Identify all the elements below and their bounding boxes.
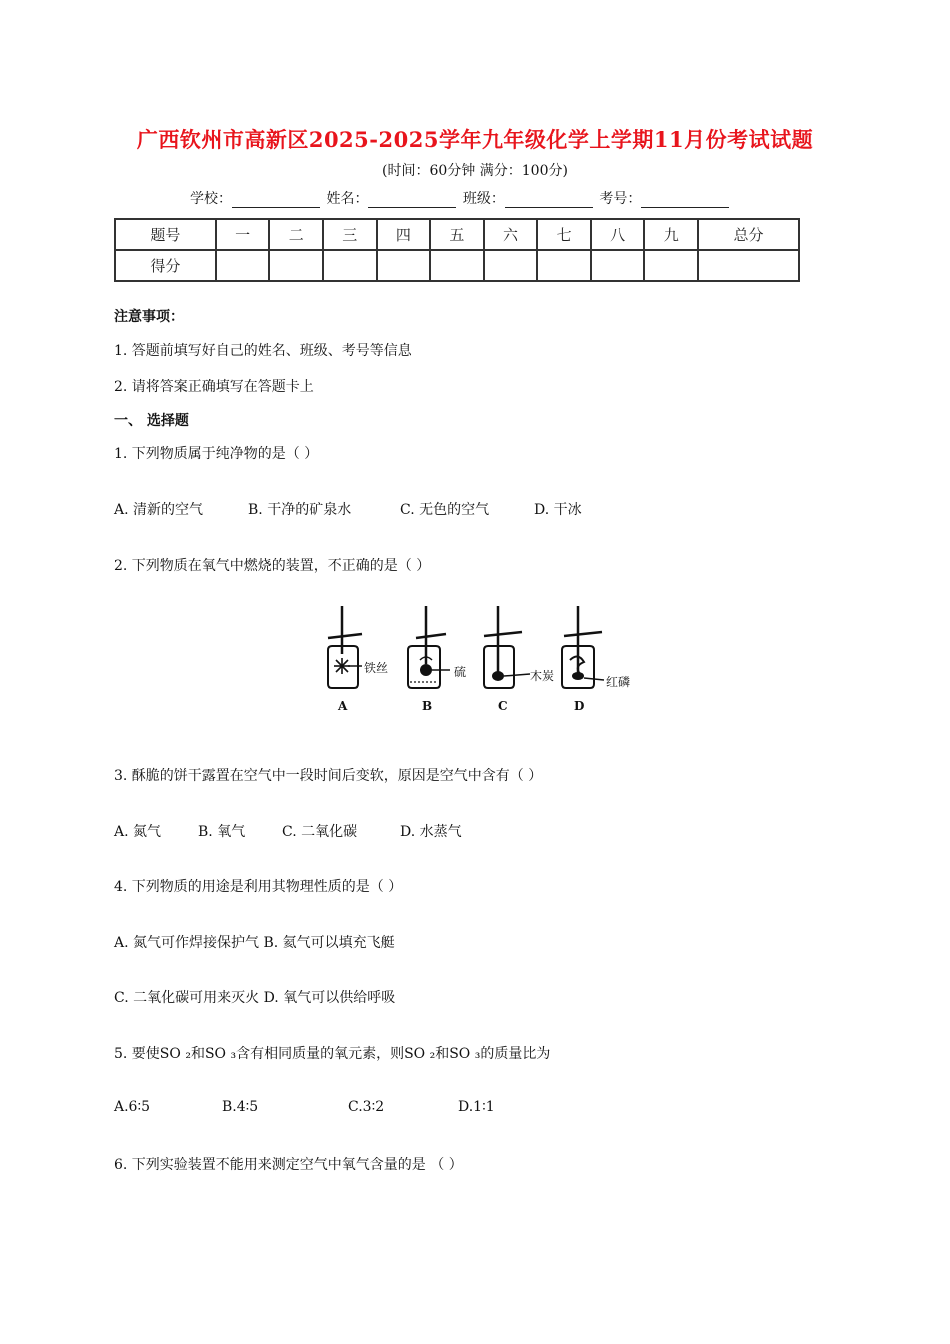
option-d: D. 干冰 [534, 502, 582, 518]
label-iron-wire: 铁丝 [364, 661, 389, 675]
question-2-stem: 2. 下列物质在氧气中燃烧的装置，不正确的是（ ） [114, 558, 431, 574]
name-blank[interactable] [368, 193, 456, 208]
score-table-header [115, 219, 799, 250]
question-6-stem: 6. 下列实验装置不能用来测定空气中氧气含量的是 （ ） [114, 1157, 463, 1173]
score-table-row [115, 250, 799, 281]
school-label: 学校： [190, 191, 232, 207]
table-cell: 六 [484, 219, 538, 250]
label-sulfur: 硫 [454, 665, 467, 679]
option-b: B. 干净的矿泉水 [248, 502, 352, 518]
notes-heading: 注意事项： [114, 309, 184, 325]
letter-a: A [338, 699, 348, 713]
table-cell: 七 [537, 219, 591, 250]
question-4-stem: 4. 下列物质的用途是利用其物理性质的是（ ） [114, 879, 403, 895]
exam-time-info: (时间：60分钟 满分：100分) [382, 163, 568, 179]
table-cell: 八 [591, 219, 645, 250]
question-1-options [114, 499, 582, 519]
table-cell: 题号 [115, 219, 216, 250]
option-d: D.1∶1 [458, 1099, 495, 1115]
letter-b: B [422, 699, 433, 713]
table-cell: 三 [323, 219, 377, 250]
score-cell [323, 250, 377, 281]
question-3-options [114, 821, 462, 841]
note-item: 1. 答题前填写好自己的姓名、班级、考号等信息 [114, 343, 412, 359]
section-heading: 一、 选择题 [114, 413, 189, 429]
score-cell [537, 250, 591, 281]
score-cell [698, 250, 799, 281]
question-4-options-line2: C. 二氧化碳可用来灭火 D. 氧气可以供给呼吸 [114, 990, 396, 1006]
score-cell [269, 250, 323, 281]
option-c: C.3∶2 [348, 1099, 385, 1115]
number-label: 考号： [599, 191, 642, 207]
combustion-apparatus-figure [322, 604, 642, 716]
score-cell [216, 250, 270, 281]
apparatus-d [562, 606, 630, 713]
student-info-line [190, 188, 731, 208]
table-cell: 总分 [698, 219, 799, 250]
score-cell [430, 250, 484, 281]
apparatus-a [328, 606, 388, 713]
table-cell: 二 [269, 219, 323, 250]
apparatus-c [484, 606, 554, 713]
name-label: 姓名： [326, 191, 369, 207]
score-cell [644, 250, 698, 281]
table-cell: 四 [377, 219, 431, 250]
class-blank[interactable] [505, 193, 593, 208]
option-c: C. 二氧化碳 [282, 824, 358, 840]
option-a: A.6∶5 [114, 1099, 151, 1115]
question-5-options [114, 1099, 495, 1115]
score-cell [591, 250, 645, 281]
letter-d: D [574, 699, 585, 713]
option-a: A. 清新的空气 [114, 502, 204, 518]
table-cell: 九 [644, 219, 698, 250]
note-item: 2. 请将答案正确填写在答题卡上 [114, 379, 314, 395]
score-cell [484, 250, 538, 281]
table-cell: 一 [216, 219, 270, 250]
label-red-phosphorus: 红磷 [606, 675, 631, 689]
school-blank[interactable] [232, 193, 320, 208]
score-cell [377, 250, 431, 281]
label-charcoal: 木炭 [530, 669, 555, 683]
letter-c: C [498, 699, 508, 713]
question-5-stem: 5. 要使SO ₂和SO ₃含有相同质量的氧元素，则SO ₂和SO ₃的质量比为 [114, 1046, 551, 1062]
score-table [114, 218, 800, 282]
class-label: 班级： [462, 191, 505, 207]
option-a: A. 氮气 [114, 824, 162, 840]
table-cell: 五 [430, 219, 484, 250]
option-c: C. 无色的空气 [400, 502, 490, 518]
question-3-stem: 3. 酥脆的饼干露置在空气中一段时间后变软，原因是空气中含有（ ） [114, 768, 543, 784]
page-title: 广西钦州市高新区2025-2025学年九年级化学上学期11月份考试试题 [136, 127, 814, 152]
option-b: B. 氧气 [198, 824, 246, 840]
option-d: D. 水蒸气 [400, 824, 462, 840]
option-b: B.4∶5 [222, 1099, 259, 1115]
question-1-stem: 1. 下列物质属于纯净物的是（ ） [114, 446, 319, 462]
table-cell: 得分 [115, 250, 216, 281]
question-4-options-line1: A. 氮气可作焊接保护气 B. 氦气可以填充飞艇 [114, 935, 395, 951]
number-blank[interactable] [641, 193, 729, 208]
apparatus-b [408, 606, 466, 713]
